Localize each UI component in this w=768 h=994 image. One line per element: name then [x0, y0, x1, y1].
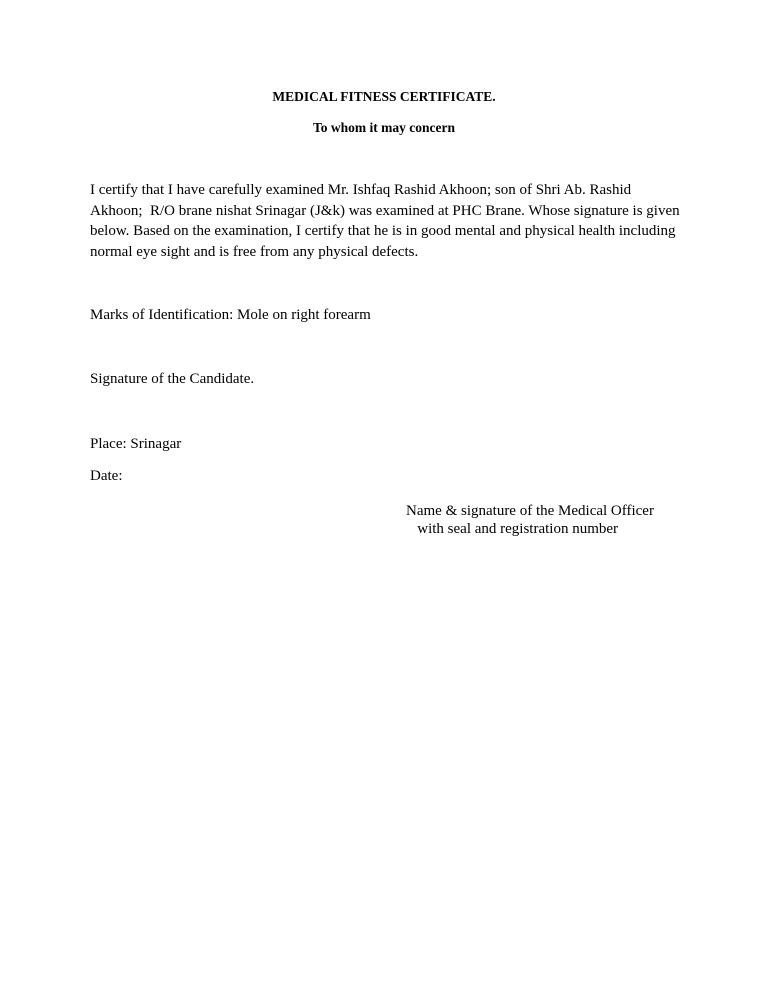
certificate-title: MEDICAL FITNESS CERTIFICATE.: [272, 89, 496, 104]
medical-officer-signature-block: [406, 502, 654, 538]
officer-line-2: with seal and registration number: [406, 521, 619, 537]
marks-of-identification: Marks of Identification: Mole on right forearm: [90, 307, 371, 323]
certificate-subtitle: To whom it may concern: [313, 120, 455, 135]
officer-line-1: Name & signature of the Medical Officer: [406, 503, 654, 519]
candidate-signature-label: Signature of the Candidate.: [90, 371, 255, 387]
certificate-body: I certify that I have carefully examined Mr. Ishfaq Rashid Akhoon; son of Shri Ab. Rashid Akhoon; R/O brane nishat Srinagar (J&k) was examined at PHC Brane. Whose signature is given below. Based on the examination, I certify that he is in good mental and physical health including normal eye sight and is free from any physical defects.: [90, 182, 684, 260]
place-field: Place: Srinagar: [90, 436, 182, 452]
date-field: Date:: [90, 468, 123, 484]
